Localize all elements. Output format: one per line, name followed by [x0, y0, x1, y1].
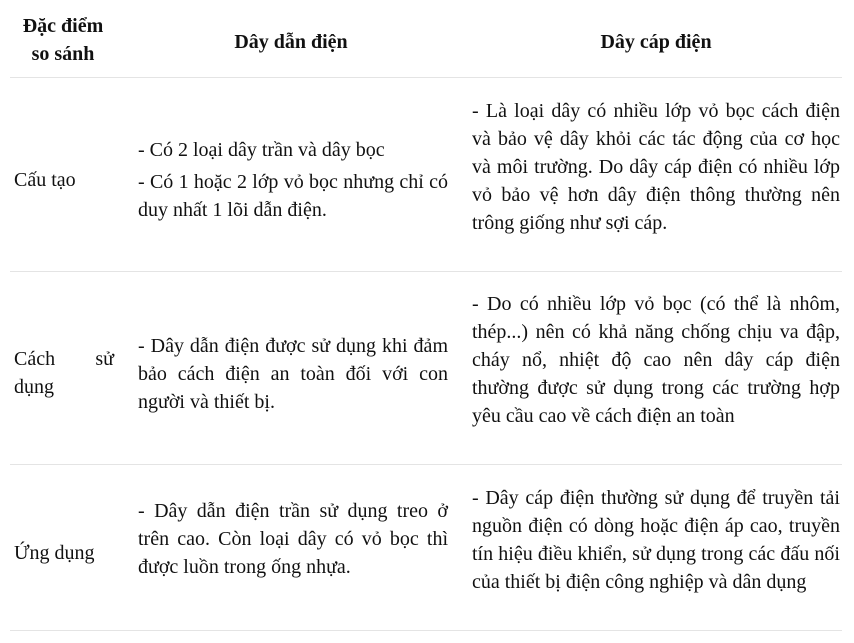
cable-structure-cell: - Là loại dây có nhiều lớp vỏ bọc cách điện và bảo vệ dây khỏi các tác động của cơ học và môi trường. Do dây cáp điện có nhiều lớp vỏ bảo vệ hơn dây điện thông thường nên trông giống như sợi cáp.: [472, 100, 840, 234]
row-divider: [10, 630, 842, 631]
row-divider: [10, 77, 842, 78]
conductor-usage-cell: - Dây dẫn điện được sử dụng khi đảm bảo cách điện an toàn đối với con người và thiết bị.: [138, 335, 448, 413]
conductor-structure-line2: - Có 1 hoặc 2 lớp vỏ bọc nhưng chỉ có duy nhất 1 lõi dẫn điện.: [138, 171, 448, 221]
row-label-usage: Cách sử dụng: [14, 348, 114, 398]
row-label-application: Ứng dụng: [14, 542, 95, 564]
header-criteria: [10, 12, 116, 68]
header-criteria-line1: Đặc điểm: [22, 15, 104, 37]
conductor-application-cell: - Dây dẫn điện trần sử dụng treo ở trên cao. Còn loại dây có vỏ bọc thì được luồn trong ống nhựa.: [138, 500, 448, 578]
conductor-structure-line1: - Có 2 loại dây trần và dây bọc: [138, 139, 385, 161]
cable-application-cell: - Dây cáp điện thường sử dụng để truyền tải nguồn điện có dòng hoặc điện áp cao, truyền tín hiệu điều khiển, sử dụng trong các đấu nối của thiết bị điện công nghiệp và dân dụng: [472, 487, 840, 593]
row-label-structure: Cấu tạo: [14, 169, 76, 191]
header-criteria-line2: so sánh: [31, 43, 95, 65]
header-conductor: Dây dẫn điện: [234, 31, 348, 53]
conductor-structure-cell: [138, 136, 448, 224]
row-divider: [10, 271, 842, 272]
cable-usage-cell: - Do có nhiều lớp vỏ bọc (có thể là nhôm, thép...) nên có khả năng chống chịu va đập, cháy nổ, nhiệt độ cao nên dây cáp điện thường được sử dụng trong các trường hợp yêu cầu cao về cách điện an toàn: [472, 293, 840, 427]
row-divider: [10, 464, 842, 465]
header-cable: Dây cáp điện: [600, 31, 712, 53]
